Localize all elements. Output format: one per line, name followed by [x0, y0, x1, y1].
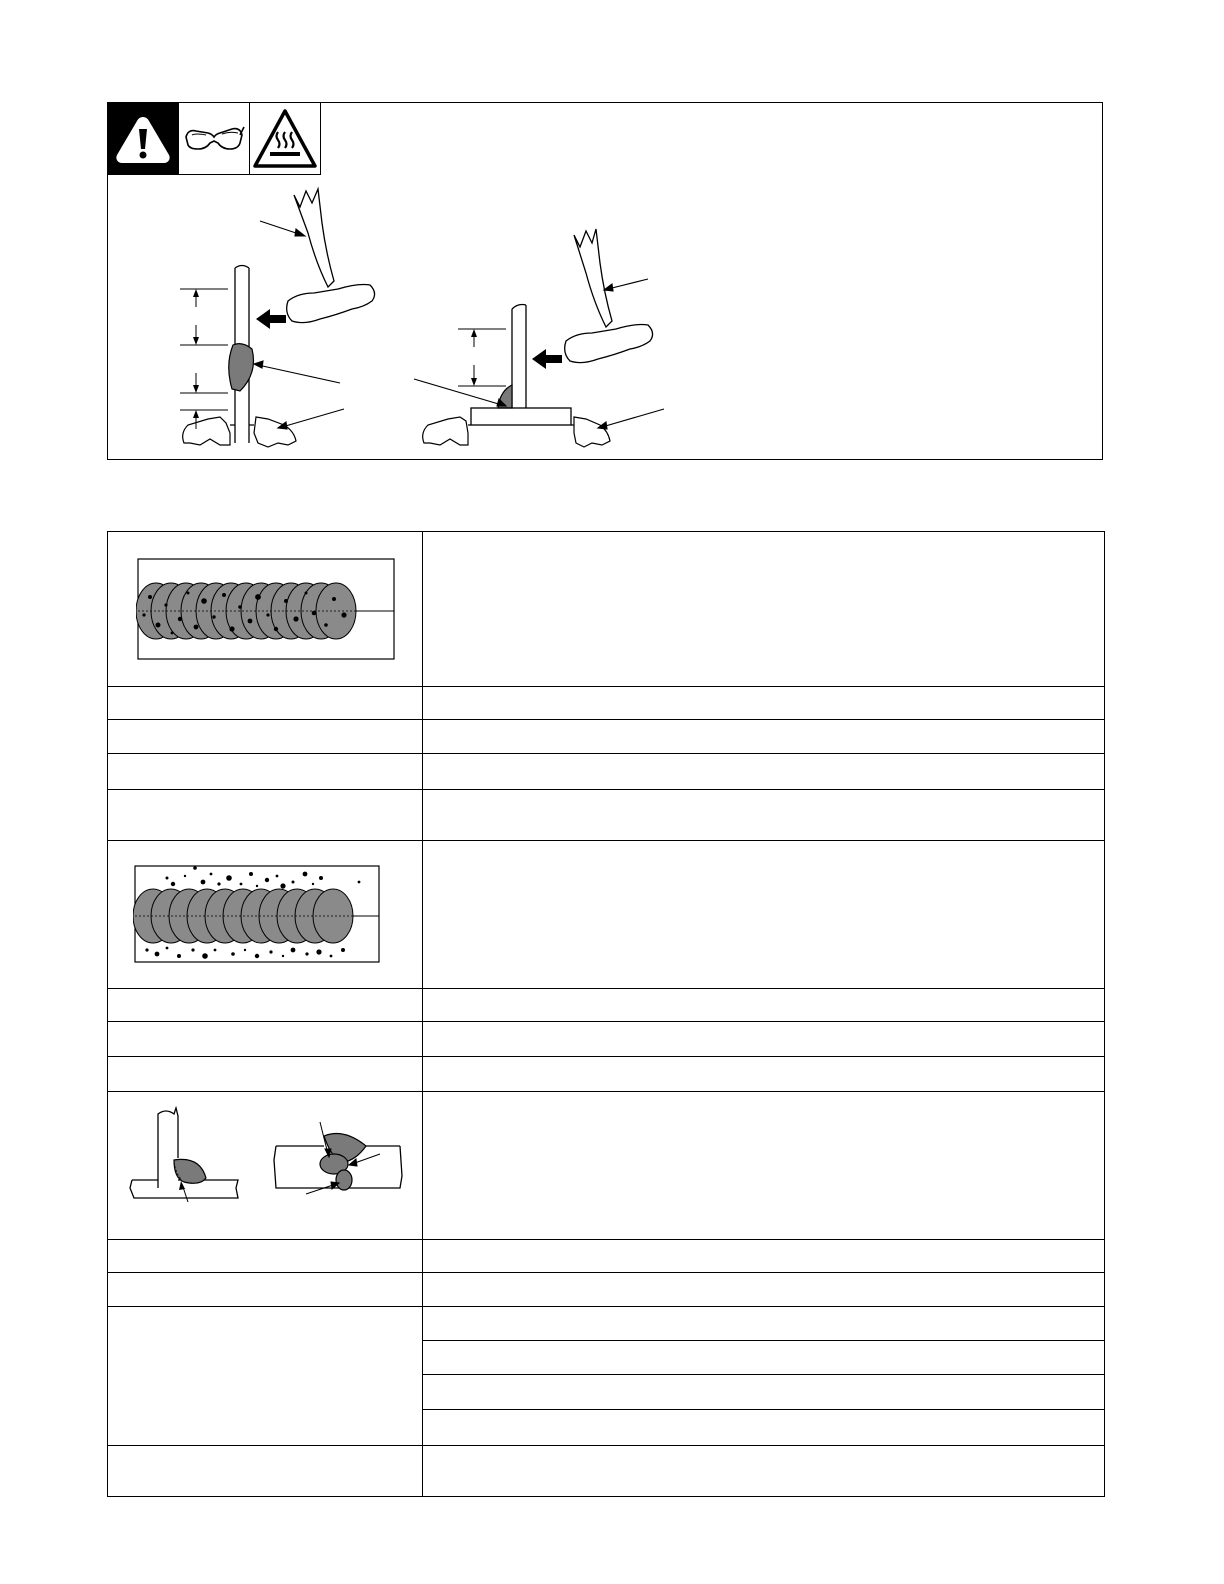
fillet-weld-test-figure — [414, 229, 664, 447]
fusion-illustration-cell — [108, 1092, 422, 1239]
butt-weld-bead — [229, 344, 254, 391]
porosity-header-row — [108, 532, 1104, 687]
warning-panel — [107, 102, 1103, 460]
fusion-cause-row-2 — [108, 1273, 1104, 1307]
fusion-header-row — [108, 1092, 1104, 1240]
excessive-spatter-weld-bead-illustration — [133, 864, 381, 964]
right-strike-arrow — [532, 349, 562, 369]
porosity-cause-row-2 — [108, 720, 1104, 754]
butt-weld-test-figure — [180, 189, 375, 447]
spatter-cause-row-2 — [108, 1022, 1104, 1057]
fusion-cause-row-3-right — [423, 1307, 1104, 1445]
left-hammer-icon — [287, 189, 375, 323]
troubleshooting-table — [107, 531, 1105, 1497]
incomplete-fusion-fillet-illustration — [128, 1106, 242, 1206]
fusion-subrow-4 — [423, 1410, 1104, 1446]
spatter-header-row — [108, 841, 1104, 989]
fusion-subrow-3 — [423, 1375, 1104, 1410]
weld-test-figures — [108, 103, 1101, 458]
fusion-cause-row-4 — [108, 1446, 1104, 1496]
fusion-subrow-1 — [423, 1307, 1104, 1341]
porosity-illustration-cell — [108, 532, 422, 686]
porosity-cause-row-3 — [108, 754, 1104, 790]
fusion-subrow-2 — [423, 1341, 1104, 1375]
spatter-cause-row-1 — [108, 989, 1104, 1022]
porosity-weld-bead-illustration — [136, 557, 396, 661]
porosity-cause-row-4 — [108, 790, 1104, 841]
spatter-description-cell — [423, 841, 1104, 988]
spatter-illustration-cell — [108, 841, 422, 988]
right-hammer-icon — [565, 229, 653, 363]
fusion-description-cell — [423, 1092, 1104, 1239]
left-strike-arrow — [256, 309, 286, 329]
left-vise — [183, 417, 230, 445]
right-vise — [423, 417, 468, 445]
porosity-cause-row-1 — [108, 687, 1104, 720]
incomplete-fusion-butt-illustration — [272, 1114, 404, 1198]
fusion-cause-row-1 — [108, 1240, 1104, 1273]
fusion-cause-row-3-left — [108, 1307, 422, 1445]
spatter-cause-row-3 — [108, 1057, 1104, 1092]
fusion-cause-row-3 — [108, 1307, 1104, 1446]
porosity-description-cell — [423, 532, 1104, 686]
